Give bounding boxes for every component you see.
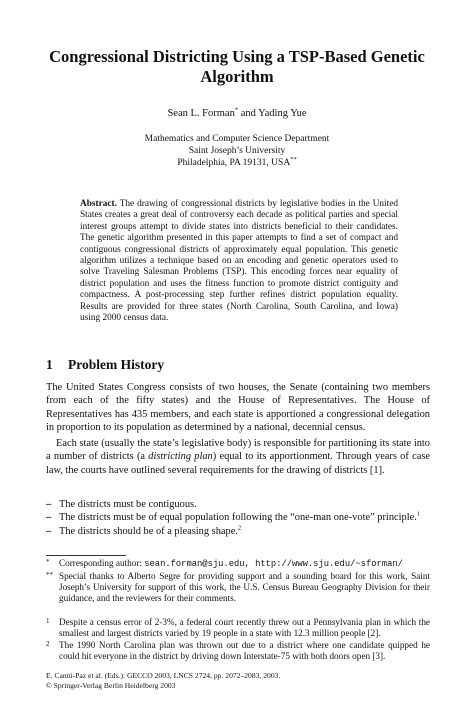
abstract-label: Abstract. — [80, 199, 117, 209]
requirements-list — [46, 498, 430, 538]
footnote-1 — [46, 617, 430, 639]
list-item-text: The districts must be of equal population following the “one-man one-vote” principle. — [59, 512, 417, 524]
abstract-text: The drawing of congressional districts by legislative bodies in the United States creates a great deal of controversy each decade as political parties and special interest groups attempt to divide states into districts beneficial to their candidates. The genetic algorithm presented in this paper attempts to find a set of compact and contiguous congressional districts of approximately equal population. This genetic algorithm utilizes a technique based on an encoding and genetic operators used to solve Traveling Salesman Problems (TSP). This encoding forces near equality of district population and uses the fitness function to promote district contiguity and compactness. A post-processing step further refines district population equality. Results are provided for three states (North Carolina, South Carolina, and Iowa) using 2000 census data. — [80, 199, 399, 324]
author-contact-link[interactable]: sean.forman@sju.edu, http://www.sju.edu/~sforman/ — [144, 559, 403, 569]
footnote-text: Despite a census error of 2-3%, a federal court recently threw out a Pennsylvania plan in which the smallest and largest districts varied by 19 people in a state with 12.3 million people [2]. — [59, 617, 430, 639]
footnote-text: The 1990 North Carolina plan was thrown out due to a district where one candidate quipped he could hit everyone in the district by driving down Interstate-75 with both doors open [3]. — [59, 640, 430, 662]
footnote-ref-2[interactable]: 2 — [237, 524, 242, 532]
list-item — [46, 498, 430, 511]
author-footnote-mark: * — [234, 106, 239, 114]
footnote-ref-1[interactable]: 1 — [416, 510, 421, 518]
section-heading — [46, 357, 164, 373]
section-title: Problem History — [68, 357, 165, 372]
list-dash: – — [46, 525, 52, 537]
citation-line: E. Cantú-Paz et al. (Eds.): GECCO 2003, LNCS 2724, pp. 2072–2083, 2003. — [46, 671, 281, 680]
footnote-text: Special thanks to Alberto Segre for providing support and a sounding board for this work, Saint Joseph’s University for support of this work, the U.S. Census Bureau Geography Division for their guidance, and the reviewers for their comments. — [59, 571, 430, 604]
footnote-corresponding-author: * Corresponding author: sean.forman@sju.edu, http://www.sju.edu/~sforman/ — [46, 558, 403, 569]
footnote-mark: ** — [46, 571, 53, 579]
list-item-text: The districts should be of a pleasing shape. — [59, 525, 238, 537]
author-line — [40, 107, 434, 120]
footnote-2 — [46, 640, 430, 662]
footnote-mark: 2 — [46, 640, 50, 648]
affiliation-block — [40, 133, 434, 169]
affiliation-university: Saint Joseph’s University — [188, 146, 286, 156]
author-yue: and Yading Yue — [238, 108, 307, 119]
affiliation-footnote-mark: ** — [290, 155, 297, 163]
copyright-line: © Springer-Verlag Berlin Heidelberg 2003 — [46, 681, 176, 690]
list-item — [46, 525, 430, 538]
affiliation-address: Philadelphia, PA 19131, USA** — [177, 155, 297, 168]
author-forman: Sean L. Forman — [167, 108, 235, 119]
publication-footer — [46, 671, 430, 691]
list-dash: – — [46, 499, 52, 510]
list-item-text: The districts must be contiguous. — [59, 499, 197, 510]
paper-title: Congressional Districting Using a TSP-Based Genetic Algorithm — [49, 47, 425, 86]
footnote-mark: 1 — [46, 617, 50, 625]
districting-plan-term: districting plan — [148, 451, 213, 463]
abstract — [80, 199, 398, 324]
affiliation-department: Mathematics and Computer Science Department — [144, 134, 330, 144]
body-paragraph-1: The United States Congress consists of two houses, the Senate (containing two members from each of the fifty states) and the House of Representatives. The House of Representatives has 435 members, and each state is apportioned a congressional delegation in proportion to its population as determined by a national, decennial census. — [46, 382, 430, 434]
list-dash: – — [46, 512, 52, 524]
footnote-acknowledgments — [46, 571, 430, 605]
list-item — [46, 511, 430, 524]
body-paragraph-2: Each state (usually the state’s legislative body) is responsible for partitioning its state into a number of districts (a districting plan) equal to its apportionment. Through years of case law, the courts have outlined several requirements for the drawing of districts [1]. — [46, 438, 430, 476]
section-number: 1 — [46, 357, 53, 372]
footnote-mark: * — [46, 558, 50, 566]
footnote-divider — [46, 555, 126, 556]
